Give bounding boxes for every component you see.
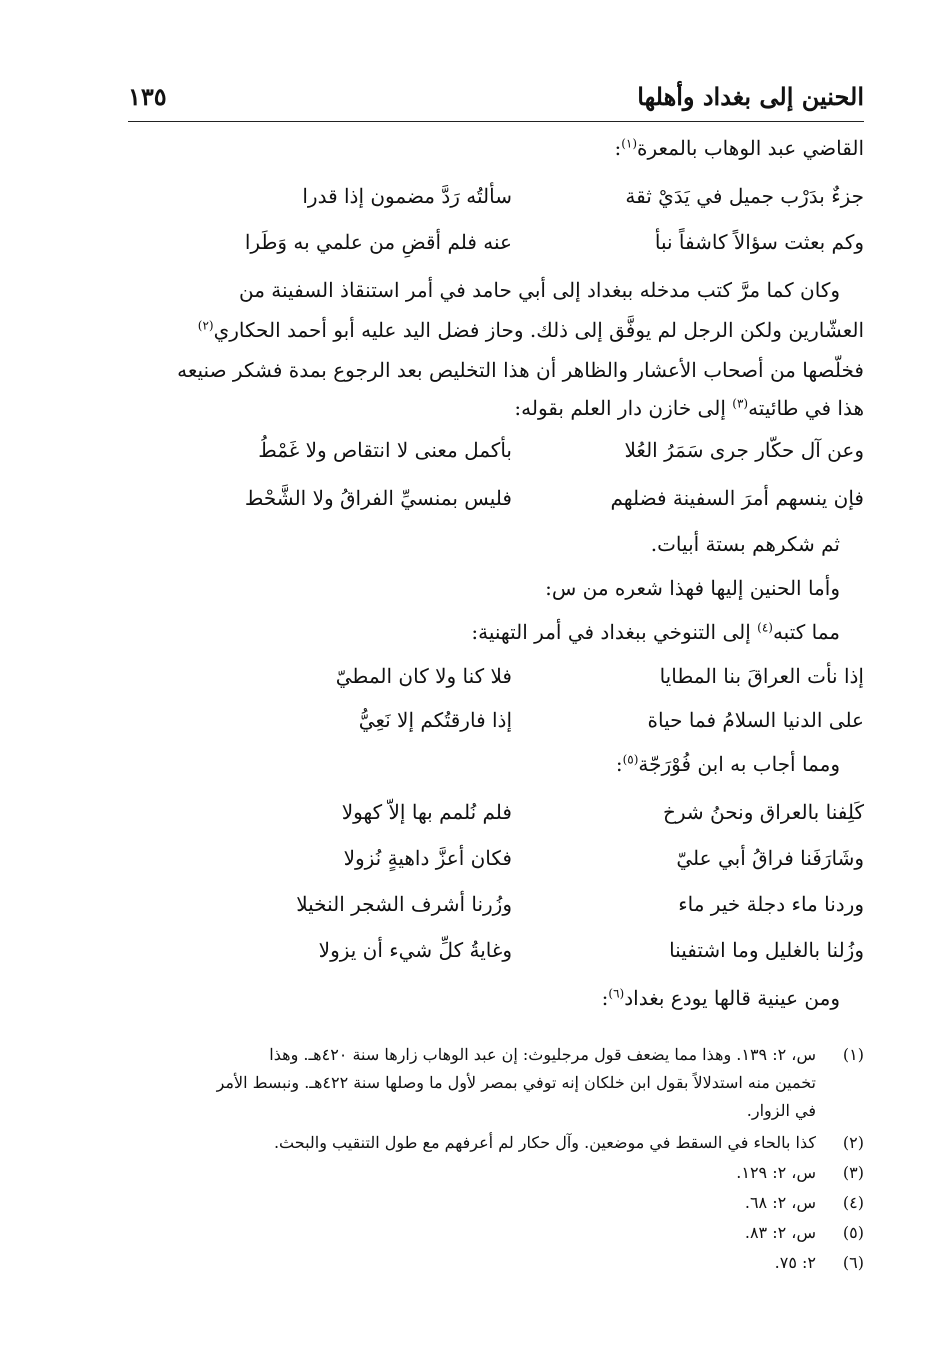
footnote-text: في الزوار. — [746, 1101, 816, 1120]
verse-second-hemistich: إذا فارقتُكم إلا نَعِيُّ — [358, 708, 512, 732]
paragraph-line — [471, 620, 840, 644]
verse-second-hemistich: بأكمل معنى لا انتقاص ولا غَمْطُ — [258, 438, 512, 462]
paragraph-text: إلى خازن دار العلم بقوله: — [514, 396, 733, 420]
verse-first-hemistich: إذا نأت العراقَ بنا المطايا — [659, 664, 864, 688]
header-rule — [128, 121, 864, 122]
verse-line — [128, 664, 864, 700]
paragraph-line: ثم شكرهم بستة أبيات. — [650, 532, 840, 556]
verse-second-hemistich: فلا كنا ولا كان المطيّ — [335, 664, 512, 688]
paragraph-text: العشّارين ولكن الرجل لم يوفَّق إلى ذلك. وحاز فضل اليد عليه أبو أحمد الحكاري — [213, 318, 864, 342]
paragraph-text: ومن عينية قالها يودع بغداد — [624, 986, 840, 1010]
footnote-text: تخمين منه استدلالاً بقول ابن خلكان إنه توفي بمصر لأول ما وصلها سنة ٤٢٢هـ. ونبسط الأمر — [216, 1073, 816, 1092]
verse-line — [128, 938, 864, 974]
footnote-marker[interactable]: (٢) — [197, 318, 214, 333]
verse-line — [128, 708, 864, 744]
footnote-text: س، ٢: ٦٨. — [744, 1193, 816, 1212]
verse-first-hemistich: وعن آل حكّار جرى سَمَرُ العُلا — [624, 438, 864, 462]
paragraph-text: إلى التنوخي ببغداد في أمر التهنية: — [471, 620, 758, 644]
footnote-number: (٥) — [842, 1223, 864, 1242]
verse-first-hemistich: وزُلنا بالغليل وما اشتفينا — [669, 938, 864, 962]
paragraph-line: فخلّصها من أصحاب الأعشار والظاهر أن هذا التخليص بعد الرجوع بمدة فشكر صنيعه — [177, 358, 864, 382]
intro-text: القاضي عبد الوهاب بالمعرة — [637, 136, 864, 160]
verse-first-hemistich: وردنا ماء دجلة خير ماء — [678, 892, 864, 916]
footnote-number: (٣) — [842, 1163, 864, 1182]
paragraph-text: مما كتبه — [772, 620, 840, 644]
verse-second-hemistich: فكان أعزَّ داهيةٍ نُزولا — [343, 846, 512, 870]
paragraph-line: وكان كما مرَّ كتب مدخله ببغداد إلى أبي حامد في أمر استنقاذ السفينة من — [238, 278, 840, 302]
verse-line — [128, 486, 864, 522]
verse-first-hemistich: على الدنيا السلامُ فما حياة — [647, 708, 864, 732]
page-number: ١٣٥ — [128, 82, 167, 111]
verse-first-hemistich: وكم بعثت سؤالاً كاشفاً نبأ — [654, 230, 864, 254]
paragraph-text: هذا في طائيته — [748, 396, 864, 420]
verse-line — [128, 230, 864, 266]
running-title: الحنين إلى بغداد وأهلها — [637, 82, 864, 111]
verse-second-hemistich: وغايةُ كلِّ شيء أن يزولا — [318, 938, 512, 962]
verse-second-hemistich: عنه فلم أقضِ من علمي به وَطَرا — [244, 230, 512, 254]
verse-second-hemistich: فليس بمنسيِّ الفراقُ ولا الشَّحْط — [244, 486, 512, 510]
paragraph-line — [514, 396, 864, 420]
footnote-marker[interactable]: (٥) — [622, 752, 639, 767]
paragraph-text: ومما أجاب به ابن فُوْرَجّة — [638, 752, 840, 776]
intro-line — [614, 136, 864, 160]
footnote-number: (٤) — [842, 1193, 864, 1212]
verse-line — [128, 846, 864, 882]
footnote-text: س، ٢: ١٢٩. — [736, 1163, 816, 1182]
footnote-number: (١) — [842, 1045, 864, 1064]
footnote-marker[interactable]: (٣) — [732, 396, 749, 411]
footnote-text: ٢: ٧٥. — [774, 1253, 816, 1272]
footnote-text: س، ٢: ٨٣. — [744, 1223, 816, 1242]
footnote-marker[interactable]: (١) — [621, 136, 638, 151]
verse-second-hemistich: سألتُه رَدَّ مضمون إذا قدرا — [302, 184, 512, 208]
footnote-marker[interactable]: (٤) — [757, 620, 773, 635]
paragraph-line — [616, 752, 840, 776]
page-header — [128, 80, 864, 120]
verse-line — [128, 800, 864, 836]
verse-line — [128, 438, 864, 474]
footnote-number: (٢) — [842, 1133, 864, 1152]
paragraph-text: : — [615, 752, 623, 776]
footnote-text: كذا بالحاء في السقط في موضعين. وآل حكار لم أعرفهم مع طول التنقيب والبحث. — [273, 1133, 816, 1152]
footnote-text: س، ٢: ١٣٩. وهذا مما يضعف قول مرجليوث: إن عبد الوهاب زارها سنة ٤٢٠هـ. وهذا — [269, 1045, 816, 1064]
verse-line — [128, 184, 864, 220]
paragraph-line — [602, 986, 840, 1010]
footnote-number: (٦) — [842, 1253, 864, 1272]
footnote-marker[interactable]: (٦) — [608, 986, 625, 1001]
paragraph-line: وأما الحنين إليها فهذا شعره من س: — [545, 576, 840, 600]
verse-second-hemistich: وزُرنا أشرف الشجر النخيلا — [296, 892, 512, 916]
verse-first-hemistich: كَلِفنا بالعراق ونحنُ شرخ — [662, 800, 864, 824]
verse-second-hemistich: فلم نُلمم بها إلاّ كهولا — [341, 800, 512, 824]
verse-first-hemistich: وشَارَفَنا فراقُ أبي عليّ — [676, 846, 864, 870]
verse-line — [128, 892, 864, 928]
verse-first-hemistich: فإن ينسهم أمرَ السفينة فضلهم — [610, 486, 864, 510]
paragraph-text: : — [601, 986, 609, 1010]
intro-colon: : — [614, 136, 622, 160]
verse-first-hemistich: جزءٌ بدَرْب جميل في يَدَيْ ثقة — [625, 184, 864, 208]
paragraph-line — [198, 318, 864, 342]
